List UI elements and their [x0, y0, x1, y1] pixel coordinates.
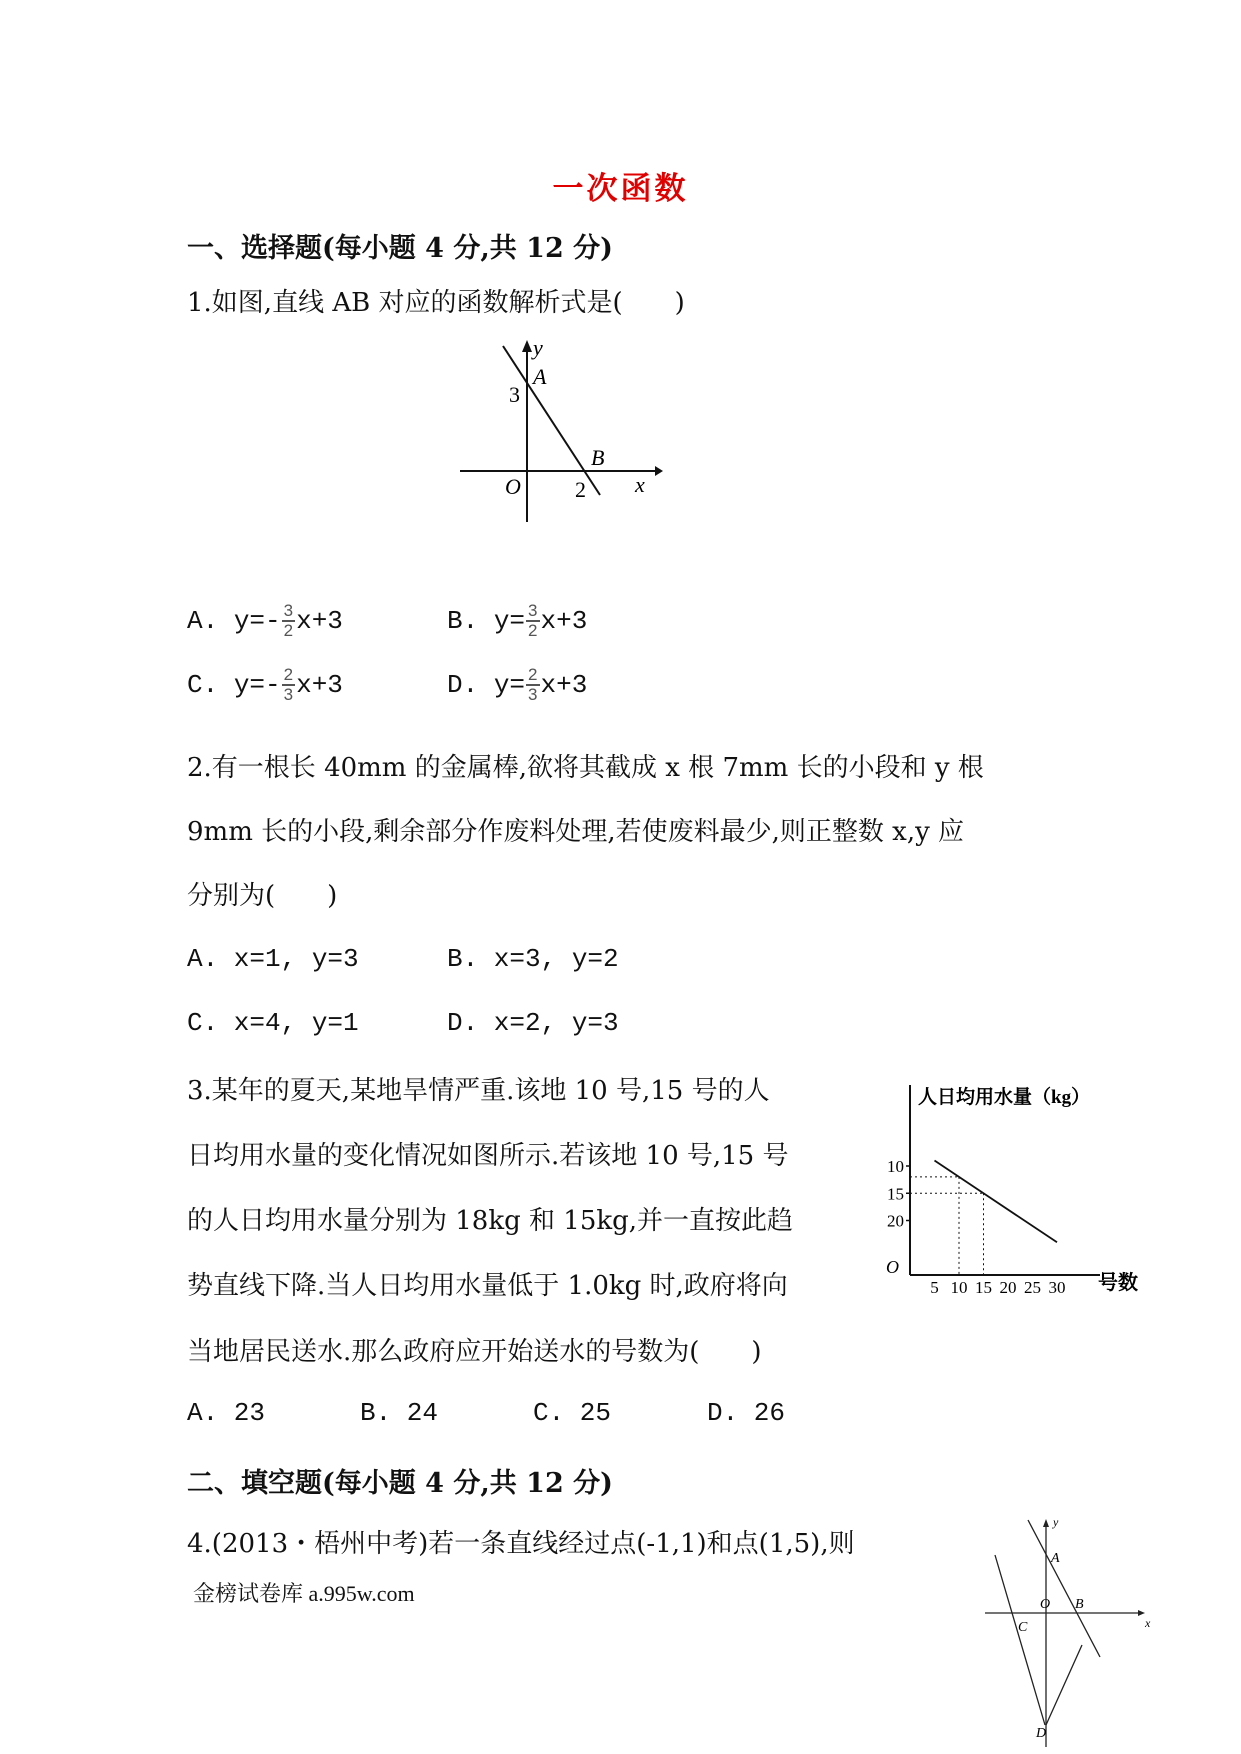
q2-line2: 9mm 长的小段,剩余部分作废料处理,若使废料最少,则正整数 x,y 应 [187, 817, 965, 847]
q4-line-ab [1028, 1520, 1100, 1657]
x-tick-label: 30 [1048, 1278, 1066, 1297]
q1-graph [455, 330, 680, 530]
q4-x-arrow-icon [1138, 1610, 1145, 1616]
q1-line-ab [503, 346, 600, 495]
q3-option-d[interactable]: D. 26 [707, 1398, 786, 1428]
q4-graph [980, 1515, 1160, 1750]
q3-line2: 日均用水量的变化情况如图所示.若该地 10 号,15 号 [187, 1141, 789, 1171]
q4-y-arrow-icon [1043, 1519, 1049, 1527]
q1-option-d[interactable]: D. y= $\frac{2}{3}$ x+3 [447, 665, 588, 704]
q3-option-c[interactable]: C. 25 [533, 1398, 612, 1428]
q3-line3: 的人日均用水量分别为 18kg 和 15kg,并一直按此趋 [187, 1206, 794, 1236]
q4-point-c-label: C [1018, 1620, 1028, 1635]
q4-line-db [1046, 1645, 1082, 1725]
q3-line-chart [880, 1075, 1155, 1300]
x-tick-label: 25 [1024, 1278, 1041, 1297]
q4-origin-label: O [1040, 1597, 1051, 1612]
x-tick-label: 5 [930, 1278, 939, 1297]
q1-x-intercept-label: 2 [575, 477, 586, 502]
q4-line1: 4.(2013・梧州中考)若一条直线经过点(-1,1)和点(1,5),则 [187, 1529, 855, 1559]
q1-option-c-fraction: $\frac{2}{3}$ [283, 665, 294, 704]
q3-option-b[interactable]: B. 24 [360, 1398, 439, 1428]
x-tick-label: 10 [950, 1278, 968, 1297]
q2-option-c[interactable]: C. x=4, y=1 [187, 1008, 359, 1038]
q3-line1: 3.某年的夏天,某地旱情严重.该地 10 号,15 号的人 [187, 1076, 770, 1106]
q2-option-a[interactable]: A. x=1, y=3 [187, 944, 359, 974]
x-tick-label: 20 [999, 1278, 1017, 1297]
q1-option-b-fraction: $\frac{3}{2}$ [528, 601, 538, 640]
q3-y-axis-label: 人日均用水量（kg） [918, 1087, 1091, 1108]
page-title: 一次函数 [552, 171, 689, 207]
q1-y-intercept-label: 3 [509, 382, 520, 407]
q4-line-cd [995, 1555, 1045, 1725]
q4-x-label: x [1145, 1616, 1151, 1630]
q3-origin-label: O [886, 1257, 899, 1277]
q1-option-d-fraction: $\frac{2}{3}$ [528, 665, 538, 704]
q3-x-axis-label: 号数 [1098, 1272, 1138, 1294]
series-line [935, 1161, 1058, 1243]
section2-heading: 二、填空题(每小题 4 分,共 12 分) [187, 1468, 613, 1499]
q1-x-arrow-icon [655, 466, 663, 476]
q1-option-c[interactable]: C. y=- $\frac{2}{3}$ x+3 [187, 665, 343, 704]
page-footer: 金榜试卷库 a.995w.com [193, 1581, 415, 1606]
q1-option-b[interactable]: B. y= $\frac{3}{2}$ x+3 [447, 601, 588, 640]
q1-stem: 1.如图,直线 AB 对应的函数解析式是( ) [187, 288, 685, 318]
q1-origin-label: O [505, 474, 521, 499]
q1-y-label: y [533, 335, 543, 360]
y-tick-label: 20 [887, 1211, 904, 1231]
q1-option-a-fraction: $\frac{3}{2}$ [283, 601, 294, 640]
q2-line3: 分别为( ) [187, 881, 338, 911]
section1-heading: 一、选择题(每小题 4 分,共 12 分) [187, 233, 613, 264]
q3-line4: 势直线下降.当人日均用水量低于 1.0kg 时,政府将向 [187, 1271, 788, 1301]
q1-point-a-label: A [533, 364, 547, 389]
q3-line5: 当地居民送水.那么政府应开始送水的号数为( ) [187, 1337, 762, 1367]
q1-option-a[interactable]: A. y=- $\frac{3}{2}$ x+3 [187, 601, 343, 640]
q4-point-d-label: D [1036, 1726, 1047, 1741]
q2-option-b[interactable]: B. x=3, y=2 [447, 944, 619, 974]
q1-x-label: x [635, 472, 645, 497]
q2-line1: 2.有一根长 40mm 的金属棒,欲将其截成 x 根 7mm 长的小段和 y 根 [187, 753, 984, 783]
q4-y-label: y [1053, 1515, 1059, 1529]
y-tick-label: 10 [887, 1157, 904, 1176]
q1-y-arrow-icon [522, 340, 532, 352]
q4-point-b-label: B [1075, 1597, 1084, 1612]
x-tick-label: 15 [975, 1278, 992, 1297]
y-tick-label: 15 [887, 1184, 904, 1204]
q4-point-a-label: A [1051, 1551, 1060, 1566]
q3-option-a[interactable]: A. 23 [187, 1398, 266, 1428]
q2-option-d[interactable]: D. x=2, y=3 [447, 1008, 619, 1038]
q1-point-b-label: B [591, 445, 605, 470]
